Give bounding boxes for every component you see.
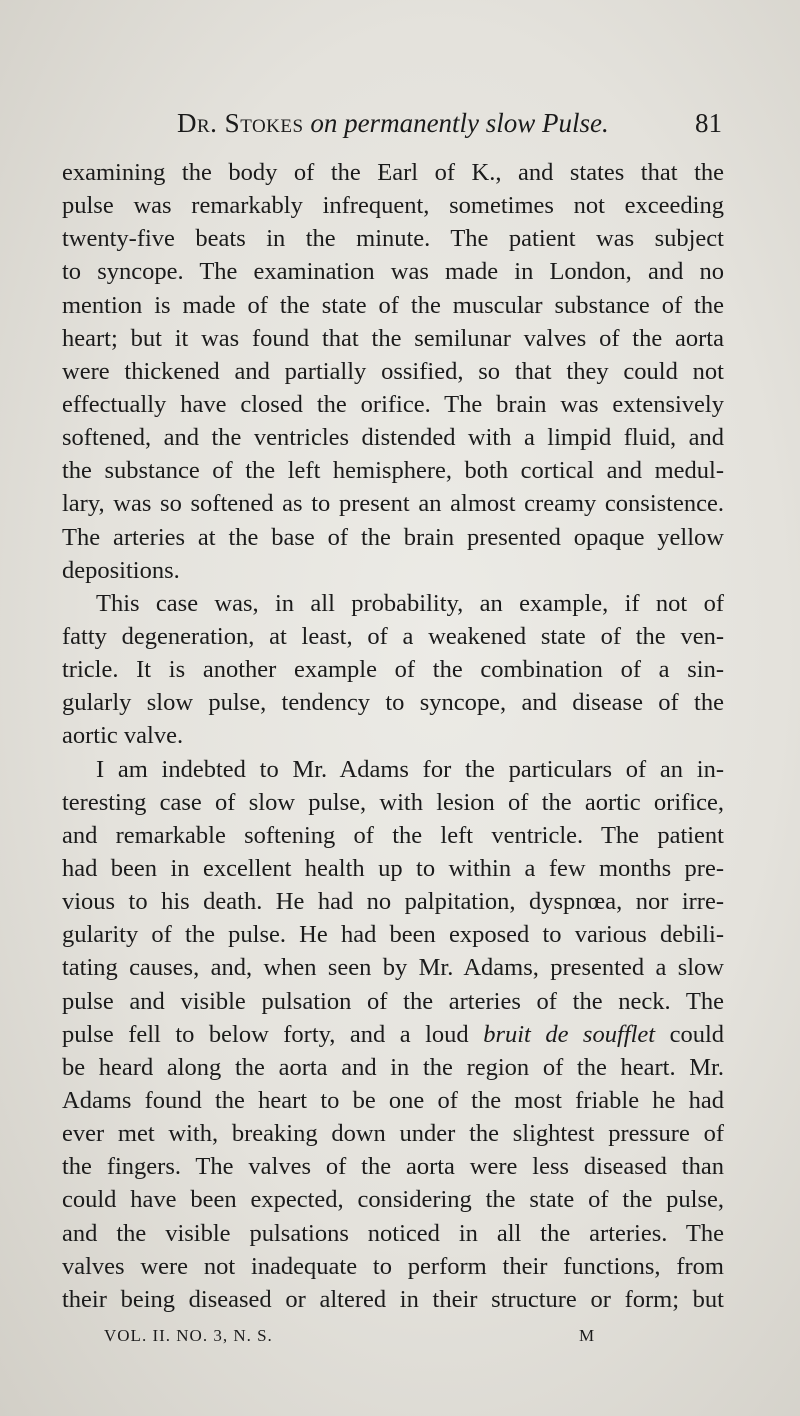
gathering-signature: M <box>579 1326 596 1345</box>
text-line: heart; but it was found that the semilunar valves of the aorta <box>62 324 724 352</box>
running-head <box>60 108 722 142</box>
text-line: the fingers. The valves of the aorta were less diseased than <box>62 1153 724 1181</box>
text-line: were thickened and partially ossified, so that they could not <box>62 357 724 385</box>
running-title-author: Dr. Stokes <box>177 108 304 138</box>
text-line: mention is made of the state of the muscular substance of the <box>62 291 724 319</box>
volume-signature: VOL. II. NO. 3, N. S. <box>104 1326 273 1345</box>
text-line: Adams found the heart to be one of the most friable he had <box>62 1086 724 1114</box>
text-line: softened, and the ventricles distended with a limpid fluid, and <box>62 424 724 452</box>
signature-line <box>104 1326 604 1350</box>
text-line: aortic valve. <box>62 722 184 750</box>
body-text <box>62 156 724 1316</box>
text-line: fatty degeneration, at least, of a weakened state of the ven- <box>62 622 724 650</box>
text-line: twenty-five beats in the minute. The patient was subject <box>62 225 724 253</box>
text-line: and remarkable softening of the left ventricle. The patient <box>62 821 724 849</box>
text-line: teresting case of slow pulse, with lesion of the aortic orifice, <box>62 788 724 816</box>
running-title-subject: on permanently slow Pulse. <box>310 108 609 138</box>
text-line: I am indebted to Mr. Adams for the particulars of an in- <box>96 755 724 783</box>
text-line: The arteries at the base of the brain presented opaque yellow <box>62 523 724 551</box>
text-line: gularly slow pulse, tendency to syncope, and disease of the <box>62 689 724 717</box>
text-line: lary, was so softened as to present an almost creamy consistence. <box>62 490 724 518</box>
text-line: effectually have closed the orifice. The brain was extensively <box>62 390 724 418</box>
text-line: could have been expected, considering the state of the pulse, <box>62 1186 724 1214</box>
text-line: gularity of the pulse. He had been exposed to various debili- <box>62 921 724 949</box>
text-line: and the visible pulsations noticed in all the arteries. The <box>62 1219 724 1247</box>
text-line: the substance of the left hemisphere, both cortical and medul- <box>62 457 724 485</box>
text-line: be heard along the aorta and in the region of the heart. Mr. <box>62 1053 724 1081</box>
text-line: valves were not inadequate to perform their functions, from <box>62 1252 724 1280</box>
text-line: tricle. It is another example of the combination of a sin- <box>62 656 724 684</box>
text-line: to syncope. The examination was made in London, and no <box>62 258 724 286</box>
text-line: pulse fell to below forty, and a loud bruit de soufflet could <box>62 1020 724 1048</box>
text-line: pulse and visible pulsation of the arteries of the neck. The <box>62 987 724 1015</box>
text-line: had been in excellent health up to within a few months pre- <box>62 854 724 882</box>
text-line: depositions. <box>62 556 180 584</box>
text-line: examining the body of the Earl of K., and states that the <box>62 159 724 186</box>
text-line: their being diseased or altered in their structure or form; but <box>62 1285 724 1313</box>
page-number: 81 <box>695 108 722 138</box>
running-title <box>177 108 609 139</box>
text-line: This case was, in all probability, an example, if not of <box>96 589 724 617</box>
text-line: ever met with, breaking down under the slightest pressure of <box>62 1120 724 1148</box>
text-line: tating causes, and, when seen by Mr. Adams, presented a slow <box>62 954 724 982</box>
text-line: pulse was remarkably infrequent, sometimes not exceeding <box>62 192 724 220</box>
text-line: vious to his death. He had no palpitation, dyspnœa, nor irre- <box>62 888 724 916</box>
